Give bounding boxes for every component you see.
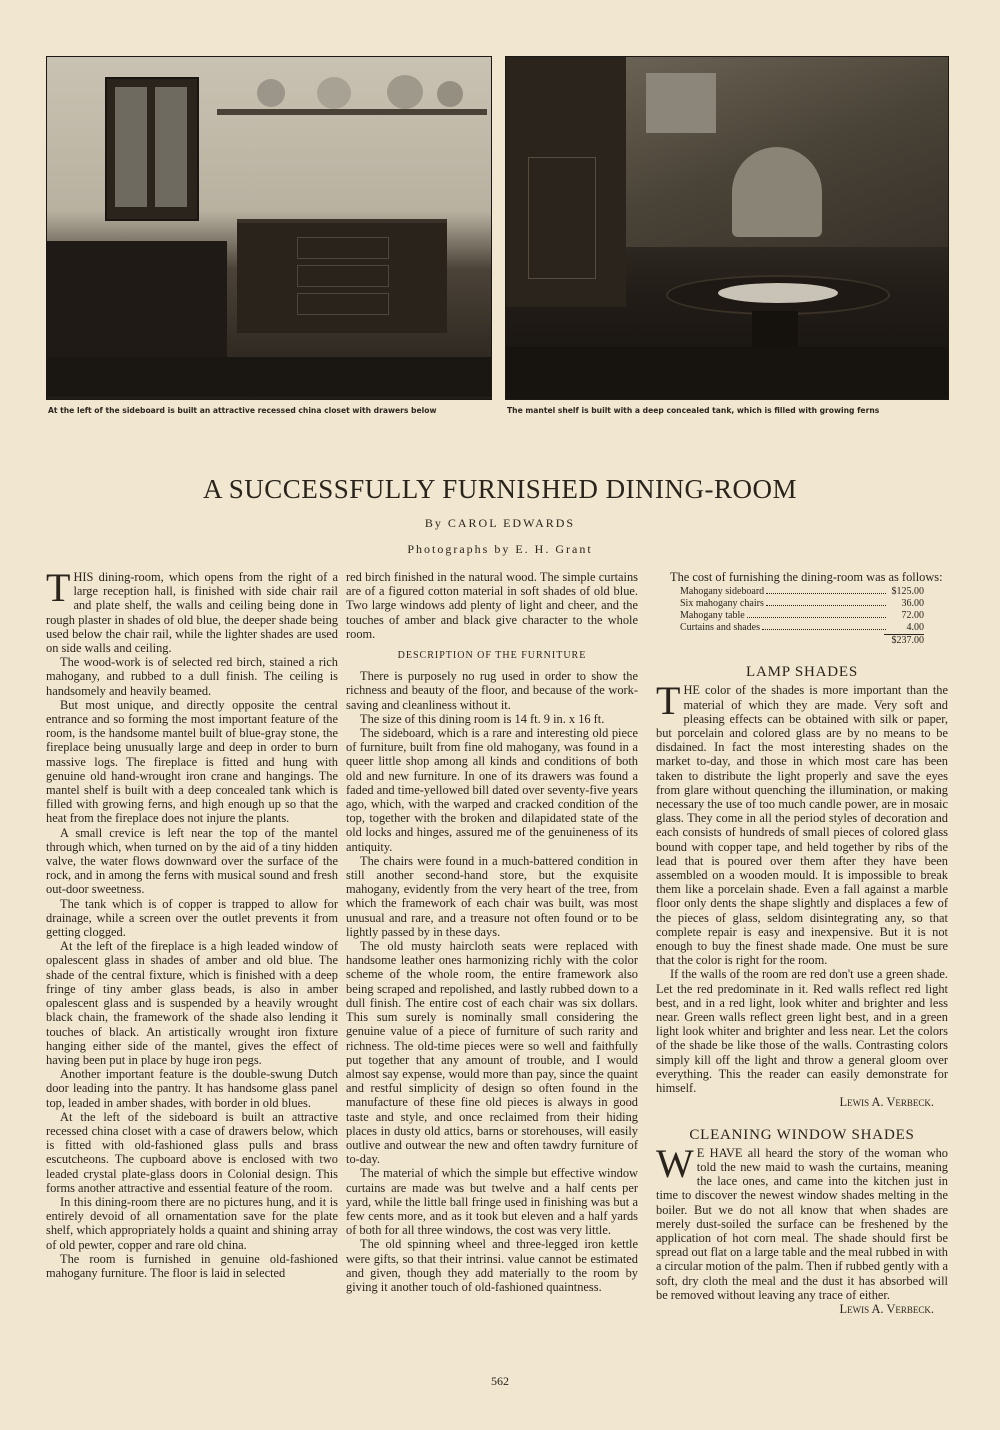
article-paragraph: THIS dining-room, which opens from the right of a large reception hall, is finished with side chair rail and plate shelf, the walls and ceiling being done in rough plaster in shades of old blue, the deeper shade being used below the chair rail, while the lighter shades are used on side walls and ceiling.	[46, 565, 338, 656]
article-paragraph: At the left of the sideboard is built an attractive recessed china closet with a case of drawers below, which is fitted with old-fashioned glass pulls and brass escutcheons. The cupboard above is enclosed with two leaded crystal plate-glass doors in Colonial design. This forms another attractive and essential feature of the room.	[46, 1109, 338, 1195]
furniture-paragraph: The sideboard, which is a rare and interesting old piece of furniture, built from fine old mahogany, was found in a queer little shop among all kinds and conditions of both old and new furniture. In one of its drawers was found a faded and time-yellowed bill dated over seventy-five years ago, which, with the warped and cracked condition of the top, together with the broken and dilapidated state of the old locks and hinges, assured me of the genuineness of its antiquity.	[346, 726, 638, 854]
article-paragraph: red birch finished in the natural wood. The simple curtains are of a figured cotton material in soft shades of old blue. Two large windows add plenty of light and cheer, and the touches of amber and black give character to the whole room.	[346, 570, 638, 641]
plate-shelf	[217, 109, 487, 115]
article-paragraph: But most unique, and directly opposite the central entrance and so forming the most important feature of the room, is the handsome mantel built of blue-gray stone, the fireplace being unusually large and deep in order to burn massive logs. The fireplace is fitted and hung with genuine old hand-wrought iron crane and hangings. The mantel shelf is built with a deep concealed tank which is filled with growing ferns, and high enough up so that the heat from the fireplace does not injure the plants.	[46, 697, 338, 826]
cleaning-paragraph: W E HAVE all heard the story of the woman who told the new maid to wash the curtains, meaning the lace ones, and came into the kitchen just in time to discover the newest window shades melting in the boiler. But we do not all know that when shades are merely dust-soiled the surface can be freshened by the application of hot corn meal. The shade should first be spread out flat on a large table and the meal rubbed in with a circular motion of the palm. Then if rubbed gently with a soft, dry cloth the meal and the dust it has absorbed will be removed without leaving any trace of either.	[656, 1140, 948, 1302]
drop-cap: T	[46, 565, 71, 610]
cost-intro: The cost of furnishing the dining-room was as follows:	[670, 570, 943, 584]
lamp-shades-paragraph: THE color of the shades is more important than the material of which they are made. Very soft and pleasing effects can be obtained with silk or paper, but porcelain and colored glass are by no means to be disdained. In fact the most interesting shades on the market to-day, and those in which most care has been taken to distribute the light properly and save the eyes from glare without quenching the illumination, or making necessary the use of too much candle power, are in mosaic glass. They come in all the period styles of decoration and each consists of hundreds of small pieces of colored glass bound with copper tape, and held together by ribs of the lead that is poured over them after they have been assembled on a wooden mould. It is impossible to break them like a porcelain shade. Even a fall against a marble floor only dents the shape slightly and displaces a few of the pieces of glass, seldom disintegrating any, so that complete repair is easy and inexpensive. But it is not enough to buy the finest shade made. One must be sure that the color is right for the room.	[656, 678, 948, 968]
cost-total: $237.00	[884, 634, 924, 647]
photo-sideboard	[46, 56, 492, 400]
drawer-case	[47, 241, 227, 361]
photo-mantel-caption: The mantel shelf is built with a deep concealed tank, which is filled with growing ferns	[507, 406, 880, 415]
furniture-paragraph: The old spinning wheel and three-legged iron kettle were gifts, so that their intrinsi. value cannot be estimated and given, though they add materially to the room by giving it another touch of old-fashioned quaintness.	[346, 1237, 638, 1294]
article-paragraph: The room is furnished in genuine old-fashioned mahogany furniture. The floor is laid in selected	[46, 1251, 338, 1280]
floor	[506, 347, 948, 399]
photo-sideboard-scene	[47, 57, 491, 397]
round-table	[666, 275, 890, 315]
china-closet	[105, 77, 199, 221]
page-number: 562	[491, 1374, 509, 1388]
cost-table	[680, 586, 924, 647]
furniture-paragraph: There is purposely no rug used in order to show the richness and beauty of the floor, and because of the work-saving and cleanliness without it.	[346, 669, 638, 712]
drop-cap: W	[656, 1140, 694, 1186]
leaded-window	[646, 73, 716, 133]
photo-mantel	[505, 56, 949, 400]
floor	[47, 357, 491, 397]
lamp-shades-paragraph: If the walls of the room are red don't use a green shade. Let the red predominate in it. Red walls reflect red light best, and in a red light, look whiter and brighter and less near. Green walls reflect green light best, and in a green light look whiter and brighter and less near. Let the colors of the shade be like those of the walls. Contrasting colors simply kill off the light and throw a general gloom over everything. This the reader can easily demonstrate for himself.	[656, 967, 948, 1096]
cost-row: Mahogany sideboard $125.00	[680, 586, 924, 598]
cleaning-signature: Lewis A. Verbeck.	[839, 1301, 934, 1316]
furniture-paragraph: The material of which the simple but effective window curtains are made was but twelve and a half cents per yard, while the little ball fringe used in finishing was but a few cents more, and as it took but eleven and a half yards of both for all three windows, the cost was very little.	[346, 1166, 638, 1238]
article-paragraph: The wood-work is of selected red birch, stained a rich mahogany, and rubbed to a dull finish. The ceiling is handsomely and heavily beamed.	[46, 655, 338, 698]
article-column-3	[656, 570, 948, 1316]
drop-cap: T	[656, 678, 681, 724]
article-column-2	[346, 570, 638, 1294]
lamp-shades-heading: LAMP SHADES	[745, 664, 858, 681]
article-title: A SUCCESSFULLY FURNISHED DINING-ROOM	[202, 474, 798, 504]
article-paragraph: Another important feature is the double-swung Dutch door leading into the pantry. It has handsome glass panel top, leaded in amber shades, with border in old blues.	[46, 1067, 338, 1110]
article-paragraph: A small crevice is left near the top of the mantel through which, when turned on by the aid of a tiny hidden valve, the water flows downward over the surface of the rock, and in among the ferns with musical sound and fresh out-door sweetness.	[46, 825, 338, 897]
cost-row: Mahogany table 72.00	[680, 610, 924, 622]
article-paragraph: At the left of the fireplace is a high leaded window of opalescent glass in shades of amber and old blue. The shade of the central fixture, which is finished with a deep fringe of tiny amber glass beads, is also in amber opalescent glass and is suspended by a heavily wrought black chain, the framework of the shade also lending it touches of black. An artistically wrought iron fixture hanging either side of the mantel, gives the effect of having been put in place by huge iron pegs.	[46, 939, 338, 1067]
cost-row: Curtains and shades 4.00	[680, 622, 924, 634]
article-byline: By CAROL EDWARDS	[424, 516, 576, 530]
lamp-shade-fixture	[732, 147, 822, 237]
sideboard	[237, 219, 447, 333]
article-column-1	[46, 565, 338, 1280]
photo-credit: Photographs by E. H. Grant	[407, 542, 593, 556]
article-paragraph: The tank which is of copper is trapped to allow for drainage, while a screen over the outlet prevents it from getting clogged.	[46, 896, 338, 940]
furniture-paragraph: The chairs were found in a much-battered condition in still another second-hand store, but the exquisite mahogany, evidently from the very heart of the tree, from which the framework of each chair was built, was most unusual and rare, and a treasure not often found or to be lightly passed by in these days.	[346, 853, 638, 939]
furniture-heading: DESCRIPTION OF THE FURNITURE	[397, 650, 587, 662]
lamp-shades-signature: Lewis A. Verbeck.	[839, 1095, 934, 1110]
photo-sideboard-caption: At the left of the sideboard is built an attractive recessed china closet with drawers below	[48, 406, 437, 415]
dutch-door	[506, 57, 626, 307]
furniture-paragraph: The size of this dining room is 14 ft. 9 in. x 16 ft.	[360, 711, 605, 726]
photo-mantel-scene	[506, 57, 948, 397]
cost-row: Six mahogany chairs 36.00	[680, 598, 924, 610]
article-paragraph: In this dining-room there are no pictures hung, and it is entirely devoid of all ornamentation save for the plate shelf, which appropriately holds a quaint and shining array of old pewter, copper and rare old china.	[46, 1194, 338, 1252]
furniture-paragraph: The old musty haircloth seats were replaced with handsome leather ones harmonizing richly with the color scheme of the whole room, the entire framework also being scraped and repolished, and lastly rubbed down to a dull finish. The entire cost of each chair was six dollars. This sum surely is nominally small considering the genuine value of a piece of furniture of such rarity and richness. The old-time pieces were so well and faithfully put together that any amount of trouble, and I would almost say expense, would more than pay, since the quaint and restful simplicity of design so often found in the manufacture of these fine old pieces is always in good taste and style, and once reclaimed from their hiding places in dusty old attics, barns or storehouses, will easily outlive and outwear the new and often tawdry furniture of to-day.	[346, 939, 638, 1167]
cleaning-heading: CLEANING WINDOW SHADES	[689, 1126, 915, 1143]
